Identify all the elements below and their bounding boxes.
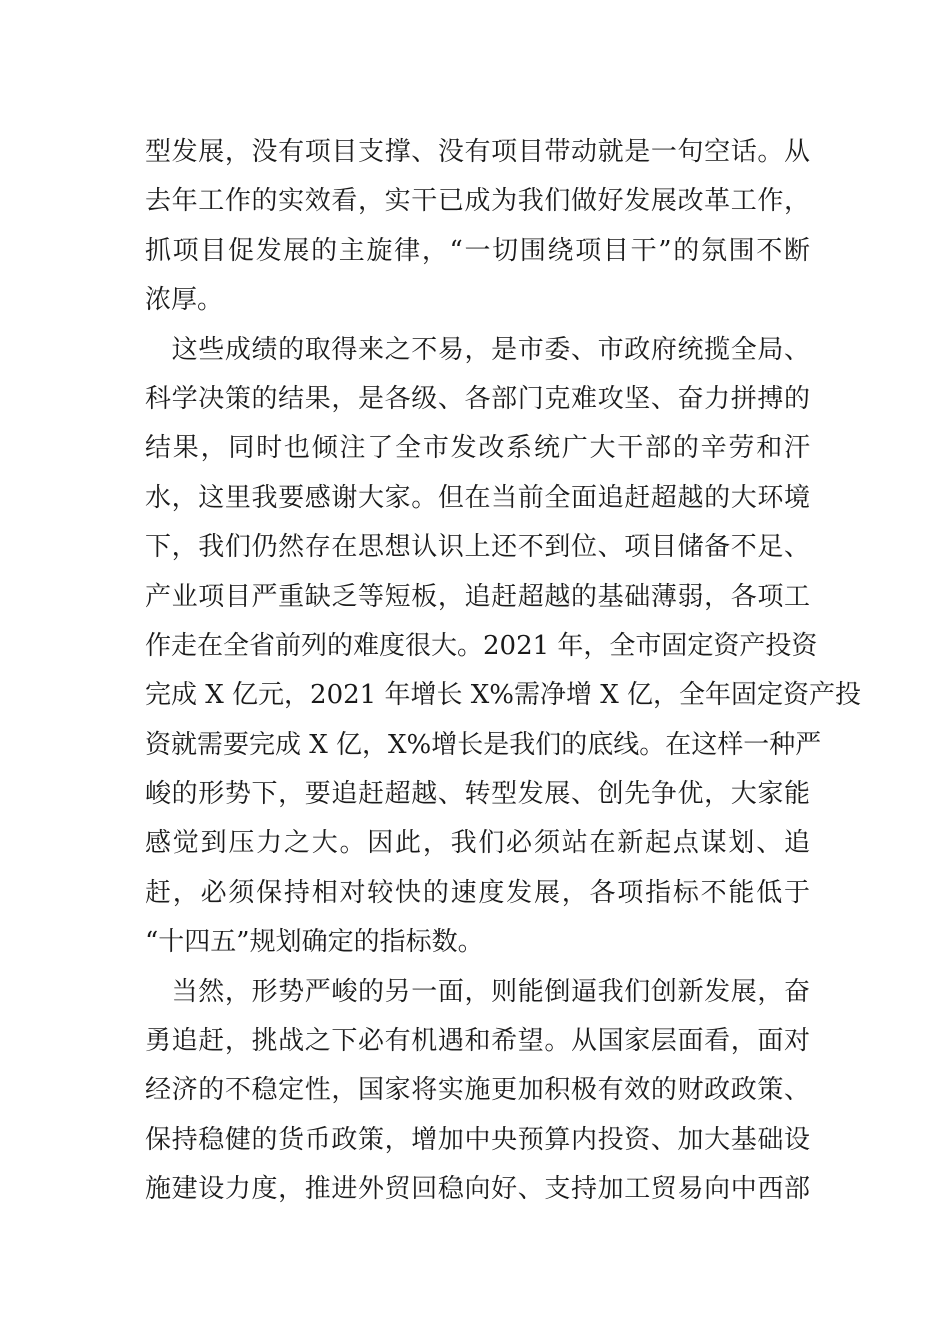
text-line: 勇追赶，挑战之下必有机遇和希望。从国家层面看，面对 bbox=[145, 1026, 810, 1057]
text-line: 浓厚。 bbox=[145, 285, 224, 316]
text-line: 抓项目促发展的主旋律，“一切围绕项目干”的氛围不断 bbox=[145, 235, 810, 266]
text-line: 感觉到压力之大。因此，我们必须站在新起点谋划、追 bbox=[145, 828, 810, 859]
text-line: 完成 X 亿元，2021 年增长 X%需净增 X 亿，全年固定资产投 bbox=[145, 680, 861, 711]
text-line: 施建设力度，推进外贸回稳向好、支持加工贸易向中西部 bbox=[145, 1174, 810, 1205]
text-line: 赶，必须保持相对较快的速度发展，各项指标不能低于 bbox=[145, 877, 810, 908]
text-line: “十四五”规划确定的指标数。 bbox=[145, 927, 484, 958]
paragraph-1 bbox=[145, 128, 810, 326]
text-line: 经济的不稳定性，国家将实施更加积极有效的财政政策、 bbox=[145, 1075, 810, 1106]
text-line: 水，这里我要感谢大家。但在当前全面追赶超越的大环境 bbox=[145, 482, 810, 513]
paragraph-3 bbox=[145, 968, 810, 1215]
text-line: 型发展，没有项目支撑、没有项目带动就是一句空话。从 bbox=[145, 137, 810, 167]
text-line: 峻的形势下，要追赶超越、转型发展、创先争优，大家能 bbox=[145, 779, 810, 810]
document-body bbox=[145, 128, 861, 1215]
text-line: 去年工作的实效看，实干已成为我们做好发展改革工作， bbox=[145, 186, 810, 217]
text-line: 下，我们仍然存在思想认识上还不到位、项目储备不足、 bbox=[145, 532, 810, 563]
paragraph-2 bbox=[145, 326, 861, 968]
text-line: 当然，形势严峻的另一面，则能倒逼我们创新发展，奋 bbox=[145, 976, 810, 1007]
text-line: 结果，同时也倾注了全市发改系统广大干部的辛劳和汗 bbox=[145, 433, 810, 464]
text-line: 产业项目严重缺乏等短板，追赶超越的基础薄弱，各项工 bbox=[145, 581, 810, 612]
text-line: 科学决策的结果，是各级、各部门克难攻坚、奋力拼搏的 bbox=[145, 383, 810, 414]
text-line: 保持稳健的货币政策，增加中央预算内投资、加大基础设 bbox=[145, 1124, 810, 1155]
text-line: 资就需要完成 X 亿，X%增长是我们的底线。在这样一种严 bbox=[145, 729, 822, 760]
text-line: 这些成绩的取得来之不易，是市委、市政府统揽全局、 bbox=[145, 334, 810, 365]
text-line: 作走在全省前列的难度很大。2021 年，全市固定资产投资 bbox=[145, 630, 818, 661]
